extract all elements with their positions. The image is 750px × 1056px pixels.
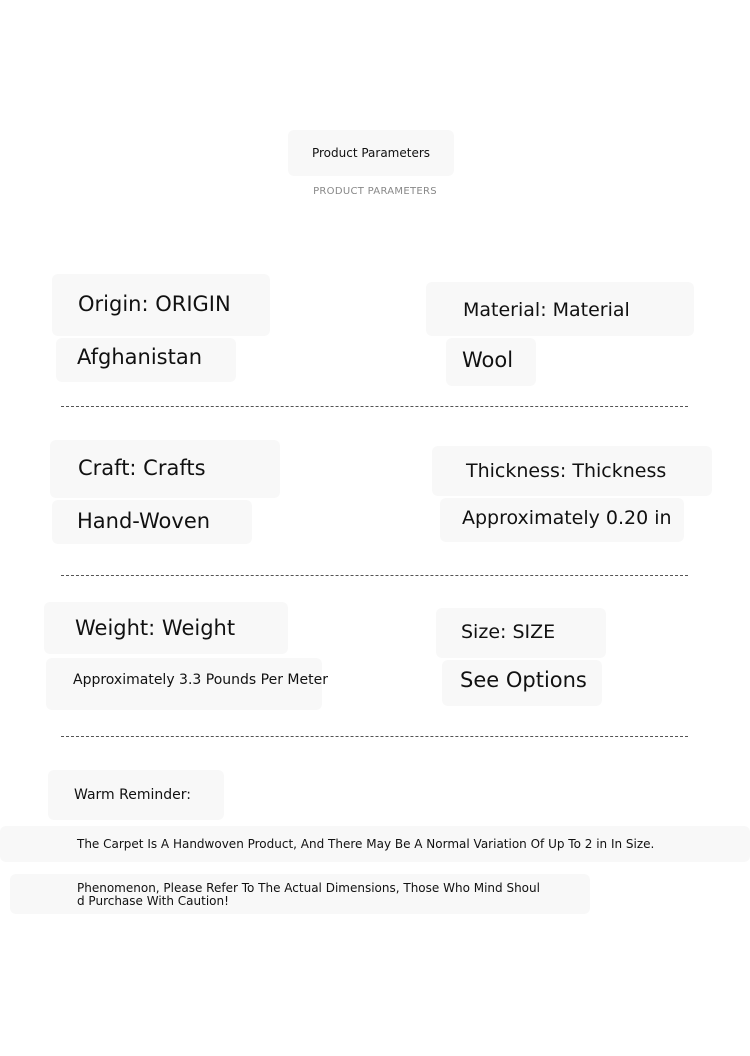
material-value: Wool xyxy=(462,348,514,372)
thickness-label: Thickness: Thickness xyxy=(466,460,667,482)
reminder-title: Warm Reminder: xyxy=(74,787,191,803)
weight-value: Approximately 3.3 Pounds Per Meter xyxy=(73,672,328,688)
reminder-line1: The Carpet Is A Handwoven Product, And There May Be A Normal Variation Of Up To 2 in In Size. xyxy=(77,837,655,851)
craft-value: Hand-Woven xyxy=(77,509,211,533)
size-label: Size: SIZE xyxy=(461,621,556,643)
reminder-line2b: d Purchase With Caution! xyxy=(77,894,229,908)
divider-1 xyxy=(61,406,688,407)
reminder-line2a: Phenomenon, Please Refer To The Actual Dimensions, Those Who Mind Shoul xyxy=(77,881,540,895)
page-subtitle: PRODUCT PARAMETERS xyxy=(313,186,437,197)
divider-2 xyxy=(61,575,688,576)
origin-value: Afghanistan xyxy=(77,345,203,369)
material-label: Material: Material xyxy=(463,299,630,321)
craft-label: Craft: Crafts xyxy=(78,456,206,480)
thickness-value: Approximately 0.20 in xyxy=(462,507,672,529)
size-value: See Options xyxy=(460,668,587,692)
origin-label: Origin: ORIGIN xyxy=(78,292,231,316)
weight-label: Weight: Weight xyxy=(75,616,236,640)
page-title: Product Parameters xyxy=(288,130,454,176)
divider-3 xyxy=(61,736,688,737)
